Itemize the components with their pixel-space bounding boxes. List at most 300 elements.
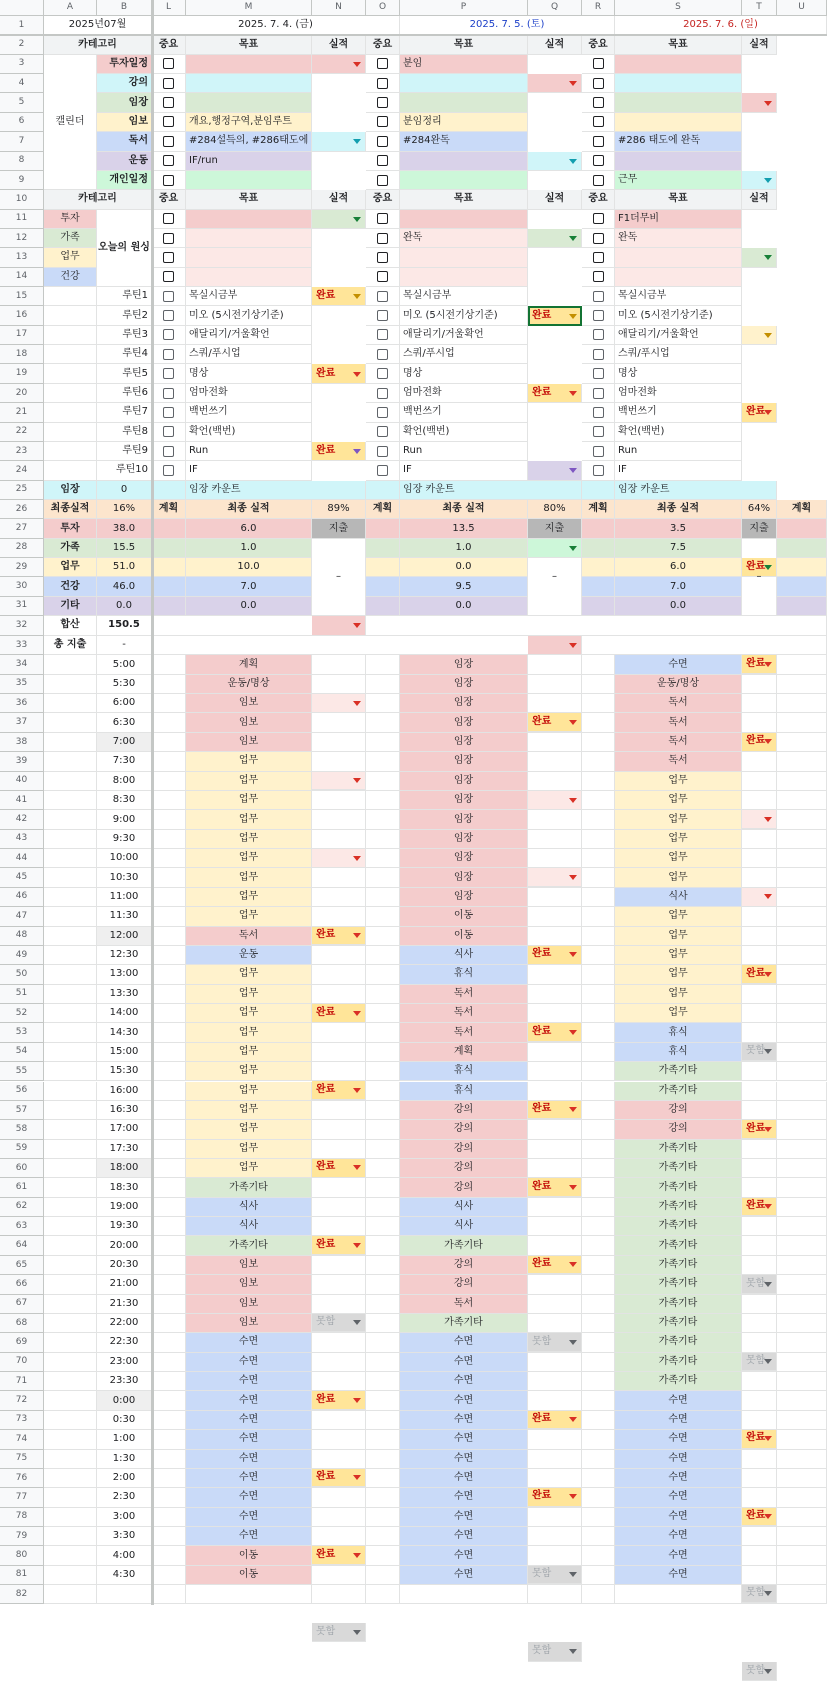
routine-item[interactable]: 확언(백번) [186,423,312,442]
schedule-cell[interactable]: 독서 [400,985,528,1004]
row-header[interactable]: 40 [0,772,44,791]
cell[interactable] [777,1295,827,1314]
checkbox[interactable] [593,291,604,302]
category-tag[interactable]: 건강 [44,268,97,287]
row-header[interactable]: 18 [0,345,44,364]
cell[interactable] [582,1140,615,1159]
frozen-row-divider[interactable] [0,34,827,36]
schedule-cell[interactable]: 식사 [400,1217,528,1236]
row-header[interactable]: 72 [0,1391,44,1410]
schedule-cell[interactable]: 이동 [186,1546,312,1565]
cell[interactable] [777,519,827,538]
schedule-cell[interactable]: 업무 [186,849,312,868]
result-dropdown[interactable] [742,248,777,267]
cell[interactable] [777,1314,827,1333]
cell[interactable] [528,1333,582,1352]
schedule-cell[interactable]: 강의 [400,1101,528,1120]
cell[interactable] [366,1198,400,1217]
routine-name[interactable]: 루틴7 [97,403,152,422]
routine-name[interactable]: 루틴3 [97,326,152,345]
schedule-cell[interactable]: 가족기타 [615,1178,742,1197]
checkbox[interactable] [593,233,604,244]
result-dropdown[interactable]: 완료 [528,1023,582,1042]
cell[interactable] [742,1101,777,1120]
result-dropdown[interactable]: 완료 [312,1158,366,1177]
schedule-cell[interactable]: 임장 [400,733,528,752]
summary-total[interactable]: 51.0 [97,558,152,577]
cell[interactable] [777,849,827,868]
goal-cell[interactable] [400,248,528,267]
cell[interactable] [777,1411,827,1430]
cell[interactable] [777,713,827,732]
expense-label[interactable]: 지출 [528,519,582,538]
result-dropdown[interactable] [742,326,777,345]
row-header[interactable]: 51 [0,985,44,1004]
cell[interactable] [152,1488,186,1507]
cell[interactable] [312,1508,366,1527]
row-header[interactable]: 32 [0,616,44,635]
row-header[interactable]: 7 [0,132,44,151]
important-checkbox-cell[interactable] [582,55,615,74]
cell[interactable] [777,597,827,616]
plan-label[interactable]: 계획 [152,500,186,519]
cell[interactable] [582,868,615,887]
checkbox[interactable] [593,175,604,186]
result-dropdown[interactable]: 못함 [742,1042,777,1061]
result-dropdown[interactable]: 완료 [528,1410,582,1429]
time-slot[interactable]: 0:30 [97,1411,152,1430]
checkbox[interactable] [593,329,604,340]
cell[interactable] [312,655,366,674]
cell[interactable] [777,577,827,596]
time-slot[interactable]: 22:30 [97,1333,152,1352]
frozen-column-divider[interactable] [151,0,154,1605]
routine-checkbox-cell[interactable] [366,326,400,345]
imjang-value[interactable]: 0 [97,481,152,500]
row-header[interactable]: 12 [0,229,44,248]
cell[interactable] [366,985,400,1004]
routine-checkbox-cell[interactable] [582,345,615,364]
cell[interactable] [528,1450,582,1469]
cell[interactable] [582,1256,615,1275]
schedule-cell[interactable]: 수면 [615,1527,742,1546]
row-header[interactable]: 47 [0,907,44,926]
routine-checkbox-cell[interactable] [582,364,615,383]
checkbox[interactable] [377,446,388,457]
cell[interactable] [312,1295,366,1314]
goal-cell[interactable] [615,268,742,287]
schedule-cell[interactable]: 가족기타 [615,1217,742,1236]
cell[interactable] [152,1508,186,1527]
checkbox[interactable] [377,271,388,282]
cell[interactable] [582,481,615,500]
routine-checkbox-cell[interactable] [366,364,400,383]
checkbox[interactable] [377,155,388,166]
cell[interactable] [312,675,366,694]
schedule-cell[interactable]: 가족기타 [615,1198,742,1217]
cell[interactable] [582,655,615,674]
cell[interactable] [152,1411,186,1430]
cell[interactable] [366,810,400,829]
checkbox[interactable] [163,136,174,147]
summary-total[interactable]: 46.0 [97,577,152,596]
routine-item[interactable]: IF [615,461,742,480]
schedule-cell[interactable]: 수면 [186,1508,312,1527]
routine-name[interactable]: 루틴1 [97,287,152,306]
result-dropdown[interactable] [312,55,366,74]
result-dropdown[interactable]: 완료 [312,442,366,461]
schedule-cell[interactable]: 임장 [400,791,528,810]
routine-checkbox-cell[interactable] [582,306,615,325]
row-header[interactable]: 34 [0,655,44,674]
cell[interactable] [582,985,615,1004]
cell[interactable] [312,888,366,907]
cell[interactable] [366,1004,400,1023]
row-header[interactable]: 20 [0,384,44,403]
schedule-cell[interactable]: 수면 [615,655,742,674]
column-header-U[interactable]: U [777,0,827,16]
cell[interactable] [366,888,400,907]
cell[interactable] [152,1236,186,1255]
time-slot[interactable]: 12:00 [97,927,152,946]
routine-item[interactable]: 확언(백번) [615,423,742,442]
time-slot[interactable]: 0:00 [97,1391,152,1410]
cell[interactable] [777,1450,827,1469]
schedule-cell[interactable]: 독서 [400,1295,528,1314]
cell[interactable] [312,1411,366,1430]
expense-value[interactable]: – [528,539,582,616]
day-value[interactable]: 7.5 [615,539,742,558]
schedule-cell[interactable]: 강의 [400,1256,528,1275]
row-header[interactable]: 41 [0,791,44,810]
cell[interactable] [312,1217,366,1236]
goal-header[interactable]: 목표 [186,35,312,54]
important-checkbox-cell[interactable] [152,93,186,112]
row-header[interactable]: 42 [0,810,44,829]
cell[interactable] [742,1256,777,1275]
checkbox[interactable] [593,252,604,263]
cell[interactable] [528,1508,582,1527]
row-header[interactable]: 78 [0,1508,44,1527]
cell[interactable] [742,1450,777,1469]
final-result-label[interactable]: 최종 실적 [186,500,312,519]
cell[interactable] [366,1023,400,1042]
cell[interactable] [312,1391,366,1410]
column-header-R[interactable]: R [582,0,615,16]
cell[interactable] [152,597,186,616]
cell[interactable] [742,1430,777,1449]
schedule-cell[interactable]: 강의 [400,1140,528,1159]
important-checkbox-cell[interactable] [582,210,615,229]
goal-cell[interactable] [186,93,312,112]
schedule-cell[interactable]: 임보 [186,1314,312,1333]
calendar-category[interactable]: 강의 [97,74,152,93]
cell[interactable] [582,849,615,868]
checkbox[interactable] [163,329,174,340]
schedule-cell[interactable]: 독서 [615,733,742,752]
summary-category[interactable]: 기타 [44,597,97,616]
cell[interactable] [528,1043,582,1062]
column-header-T[interactable]: T [742,0,777,16]
goal-cell[interactable]: 완독 [615,229,742,248]
day-value[interactable]: 1.0 [400,539,528,558]
schedule-cell[interactable]: 업무 [186,772,312,791]
goal-cell[interactable] [400,210,528,229]
cell[interactable] [742,1314,777,1333]
cell[interactable] [152,1430,186,1449]
important-checkbox-cell[interactable] [366,229,400,248]
cell[interactable] [366,1450,400,1469]
cell[interactable] [366,519,400,538]
time-slot[interactable]: 6:00 [97,694,152,713]
result-header[interactable]: 실적 [312,35,366,54]
schedule-cell[interactable]: 수면 [615,1469,742,1488]
cell[interactable] [582,519,615,538]
cell[interactable] [742,1488,777,1507]
schedule-cell[interactable]: 임장 [400,868,528,887]
cell[interactable] [528,1236,582,1255]
cell[interactable] [528,1062,582,1081]
checkbox[interactable] [377,291,388,302]
row-header[interactable]: 14 [0,268,44,287]
result-dropdown[interactable]: 못함 [528,1332,582,1351]
cell[interactable] [582,1508,615,1527]
final-result-label[interactable]: 최종 실적 [615,500,742,519]
cell[interactable] [366,1391,400,1410]
routine-checkbox-cell[interactable] [366,461,400,480]
schedule-cell[interactable]: 운동/명상 [186,675,312,694]
cell[interactable] [582,1043,615,1062]
goal-cell[interactable] [615,74,742,93]
time-slot[interactable]: 18:00 [97,1159,152,1178]
schedule-cell[interactable]: 수면 [400,1488,528,1507]
time-slot[interactable]: 4:00 [97,1546,152,1565]
cell[interactable] [152,907,186,926]
goal-cell[interactable]: #286 태도에 완독 [615,132,742,151]
day-value[interactable]: 6.0 [615,558,742,577]
cell[interactable] [152,927,186,946]
column-header-A[interactable]: A [44,0,97,16]
time-slot[interactable]: 10:00 [97,849,152,868]
checkbox[interactable] [163,155,174,166]
schedule-cell[interactable]: 수면 [615,1488,742,1507]
important-checkbox-cell[interactable] [366,248,400,267]
plan-label[interactable]: 계획 [582,500,615,519]
schedule-cell[interactable]: 업무 [615,772,742,791]
cell[interactable] [366,772,400,791]
schedule-cell[interactable]: 임보 [186,1295,312,1314]
cell[interactable] [528,1295,582,1314]
cell[interactable] [742,1391,777,1410]
cell[interactable] [366,481,400,500]
category-tag[interactable]: 업무 [44,248,97,267]
cell[interactable] [582,1217,615,1236]
summary-category[interactable]: 투자 [44,519,97,538]
cell[interactable] [366,1236,400,1255]
checkbox[interactable] [377,407,388,418]
cell[interactable] [777,888,827,907]
cell[interactable] [528,1023,582,1042]
schedule-cell[interactable]: 수면 [400,1430,528,1449]
cell[interactable] [777,1023,827,1042]
cell[interactable] [366,927,400,946]
imjang-label[interactable]: 임장 [44,481,97,500]
cell[interactable] [528,1411,582,1430]
calendar-category[interactable]: 임장 [97,93,152,112]
schedule-cell[interactable]: 수면 [400,1372,528,1391]
schedule-cell[interactable]: 수면 [400,1508,528,1527]
row-header[interactable]: 73 [0,1411,44,1430]
checkbox[interactable] [377,310,388,321]
cell[interactable] [312,1062,366,1081]
cell[interactable] [312,849,366,868]
important-checkbox-cell[interactable] [152,248,186,267]
routine-item[interactable]: 스쿼/푸시업 [615,345,742,364]
routine-item[interactable]: 애달리기/거울확언 [186,326,312,345]
cell[interactable] [777,1120,827,1139]
cell[interactable] [528,1566,582,1585]
schedule-cell[interactable]: 독서 [615,713,742,732]
schedule-cell[interactable]: 운동/명상 [615,675,742,694]
important-header[interactable]: 중요 [582,35,615,54]
select-all-corner[interactable] [0,0,44,16]
cell[interactable] [152,481,186,500]
row-header[interactable]: 23 [0,442,44,461]
cell[interactable] [582,1372,615,1391]
important-checkbox-cell[interactable] [366,55,400,74]
cell[interactable] [366,1256,400,1275]
cell[interactable] [312,733,366,752]
time-slot[interactable]: 16:30 [97,1101,152,1120]
cell[interactable] [366,733,400,752]
result-dropdown[interactable]: 못함 [742,1584,777,1603]
time-slot[interactable]: 23:30 [97,1372,152,1391]
category-header-2[interactable]: 카테고리 [44,190,152,209]
routine-item[interactable]: 명상 [400,364,528,383]
goal-header[interactable]: 목표 [186,190,312,209]
checkbox[interactable] [593,426,604,437]
final-pct[interactable]: 16% [97,500,152,519]
cell[interactable] [528,868,582,887]
cell[interactable] [742,810,777,829]
cell[interactable] [528,1353,582,1372]
row-header[interactable]: 3 [0,55,44,74]
schedule-cell[interactable]: 가족기타 [615,1159,742,1178]
cell[interactable] [312,1101,366,1120]
cell[interactable] [742,1546,777,1565]
goal-cell[interactable] [186,55,312,74]
schedule-cell[interactable]: 업무 [615,927,742,946]
day-pct[interactable]: 64% [742,500,777,519]
cell[interactable] [528,1217,582,1236]
schedule-cell[interactable]: 가족기타 [615,1333,742,1352]
result-dropdown[interactable]: 완료 [528,713,582,732]
schedule-cell[interactable]: 업무 [186,1082,312,1101]
cell[interactable] [582,1469,615,1488]
checkbox[interactable] [593,97,604,108]
cell[interactable] [152,1217,186,1236]
cell[interactable] [366,558,400,577]
cell[interactable] [366,1469,400,1488]
cell[interactable] [777,1178,827,1197]
routine-item[interactable]: 엄마전화 [186,384,312,403]
goal-cell[interactable] [186,210,312,229]
schedule-cell[interactable]: 업무 [186,965,312,984]
routine-item[interactable]: 백번쓰기 [186,403,312,422]
cell[interactable] [312,1023,366,1042]
routine-checkbox-cell[interactable] [152,345,186,364]
schedule-cell[interactable]: 업무 [186,907,312,926]
cell[interactable] [152,1295,186,1314]
checkbox[interactable] [377,368,388,379]
cell[interactable] [582,830,615,849]
cell[interactable] [152,1198,186,1217]
result-dropdown[interactable]: 못함 [528,1642,582,1661]
result-dropdown[interactable] [742,171,777,190]
cell[interactable] [152,675,186,694]
time-slot[interactable]: 7:00 [97,733,152,752]
schedule-cell[interactable]: 수면 [400,1469,528,1488]
cell[interactable] [742,868,777,887]
result-dropdown[interactable]: 완료 [742,403,777,422]
important-checkbox-cell[interactable] [582,152,615,171]
cell[interactable] [312,868,366,887]
cell[interactable] [366,791,400,810]
goal-cell[interactable]: 완독 [400,229,528,248]
cell[interactable] [582,1275,615,1294]
routine-checkbox-cell[interactable] [582,326,615,345]
important-checkbox-cell[interactable] [582,113,615,132]
goal-cell[interactable]: 분임 [400,55,528,74]
cell[interactable] [528,1178,582,1197]
row-header[interactable]: 9 [0,171,44,190]
cell[interactable] [366,1314,400,1333]
cell[interactable] [742,655,777,674]
cell[interactable] [582,1062,615,1081]
schedule-cell[interactable]: 강의 [400,1159,528,1178]
cell[interactable] [742,849,777,868]
day-value[interactable]: 7.0 [186,577,312,596]
cell[interactable] [312,1566,366,1585]
cell[interactable] [582,1391,615,1410]
day-pct[interactable]: 89% [312,500,366,519]
schedule-cell[interactable]: 수면 [186,1391,312,1410]
day-header-2[interactable]: 2025. 7. 5. (토) [400,16,615,35]
day-value[interactable]: 0.0 [400,558,528,577]
day-value[interactable]: 0.0 [400,597,528,616]
schedule-cell[interactable]: 이동 [400,907,528,926]
routine-item[interactable]: Run [400,442,528,461]
row-header[interactable]: 54 [0,1043,44,1062]
cell[interactable] [366,1082,400,1101]
result-dropdown[interactable] [742,93,777,112]
goal-cell[interactable] [186,229,312,248]
cell[interactable] [528,1488,582,1507]
goal-cell[interactable] [186,74,312,93]
cell[interactable] [312,1159,366,1178]
cell[interactable] [582,1353,615,1372]
schedule-cell[interactable]: 이동 [400,927,528,946]
checkbox[interactable] [593,116,604,127]
row-header[interactable]: 28 [0,539,44,558]
column-header-M[interactable]: M [186,0,312,16]
schedule-cell[interactable]: 수면 [615,1508,742,1527]
result-dropdown[interactable] [312,132,366,151]
schedule-cell[interactable]: 가족기타 [615,1082,742,1101]
schedule-cell[interactable]: 수면 [615,1430,742,1449]
schedule-cell[interactable]: 수면 [186,1450,312,1469]
cell[interactable] [152,1275,186,1294]
